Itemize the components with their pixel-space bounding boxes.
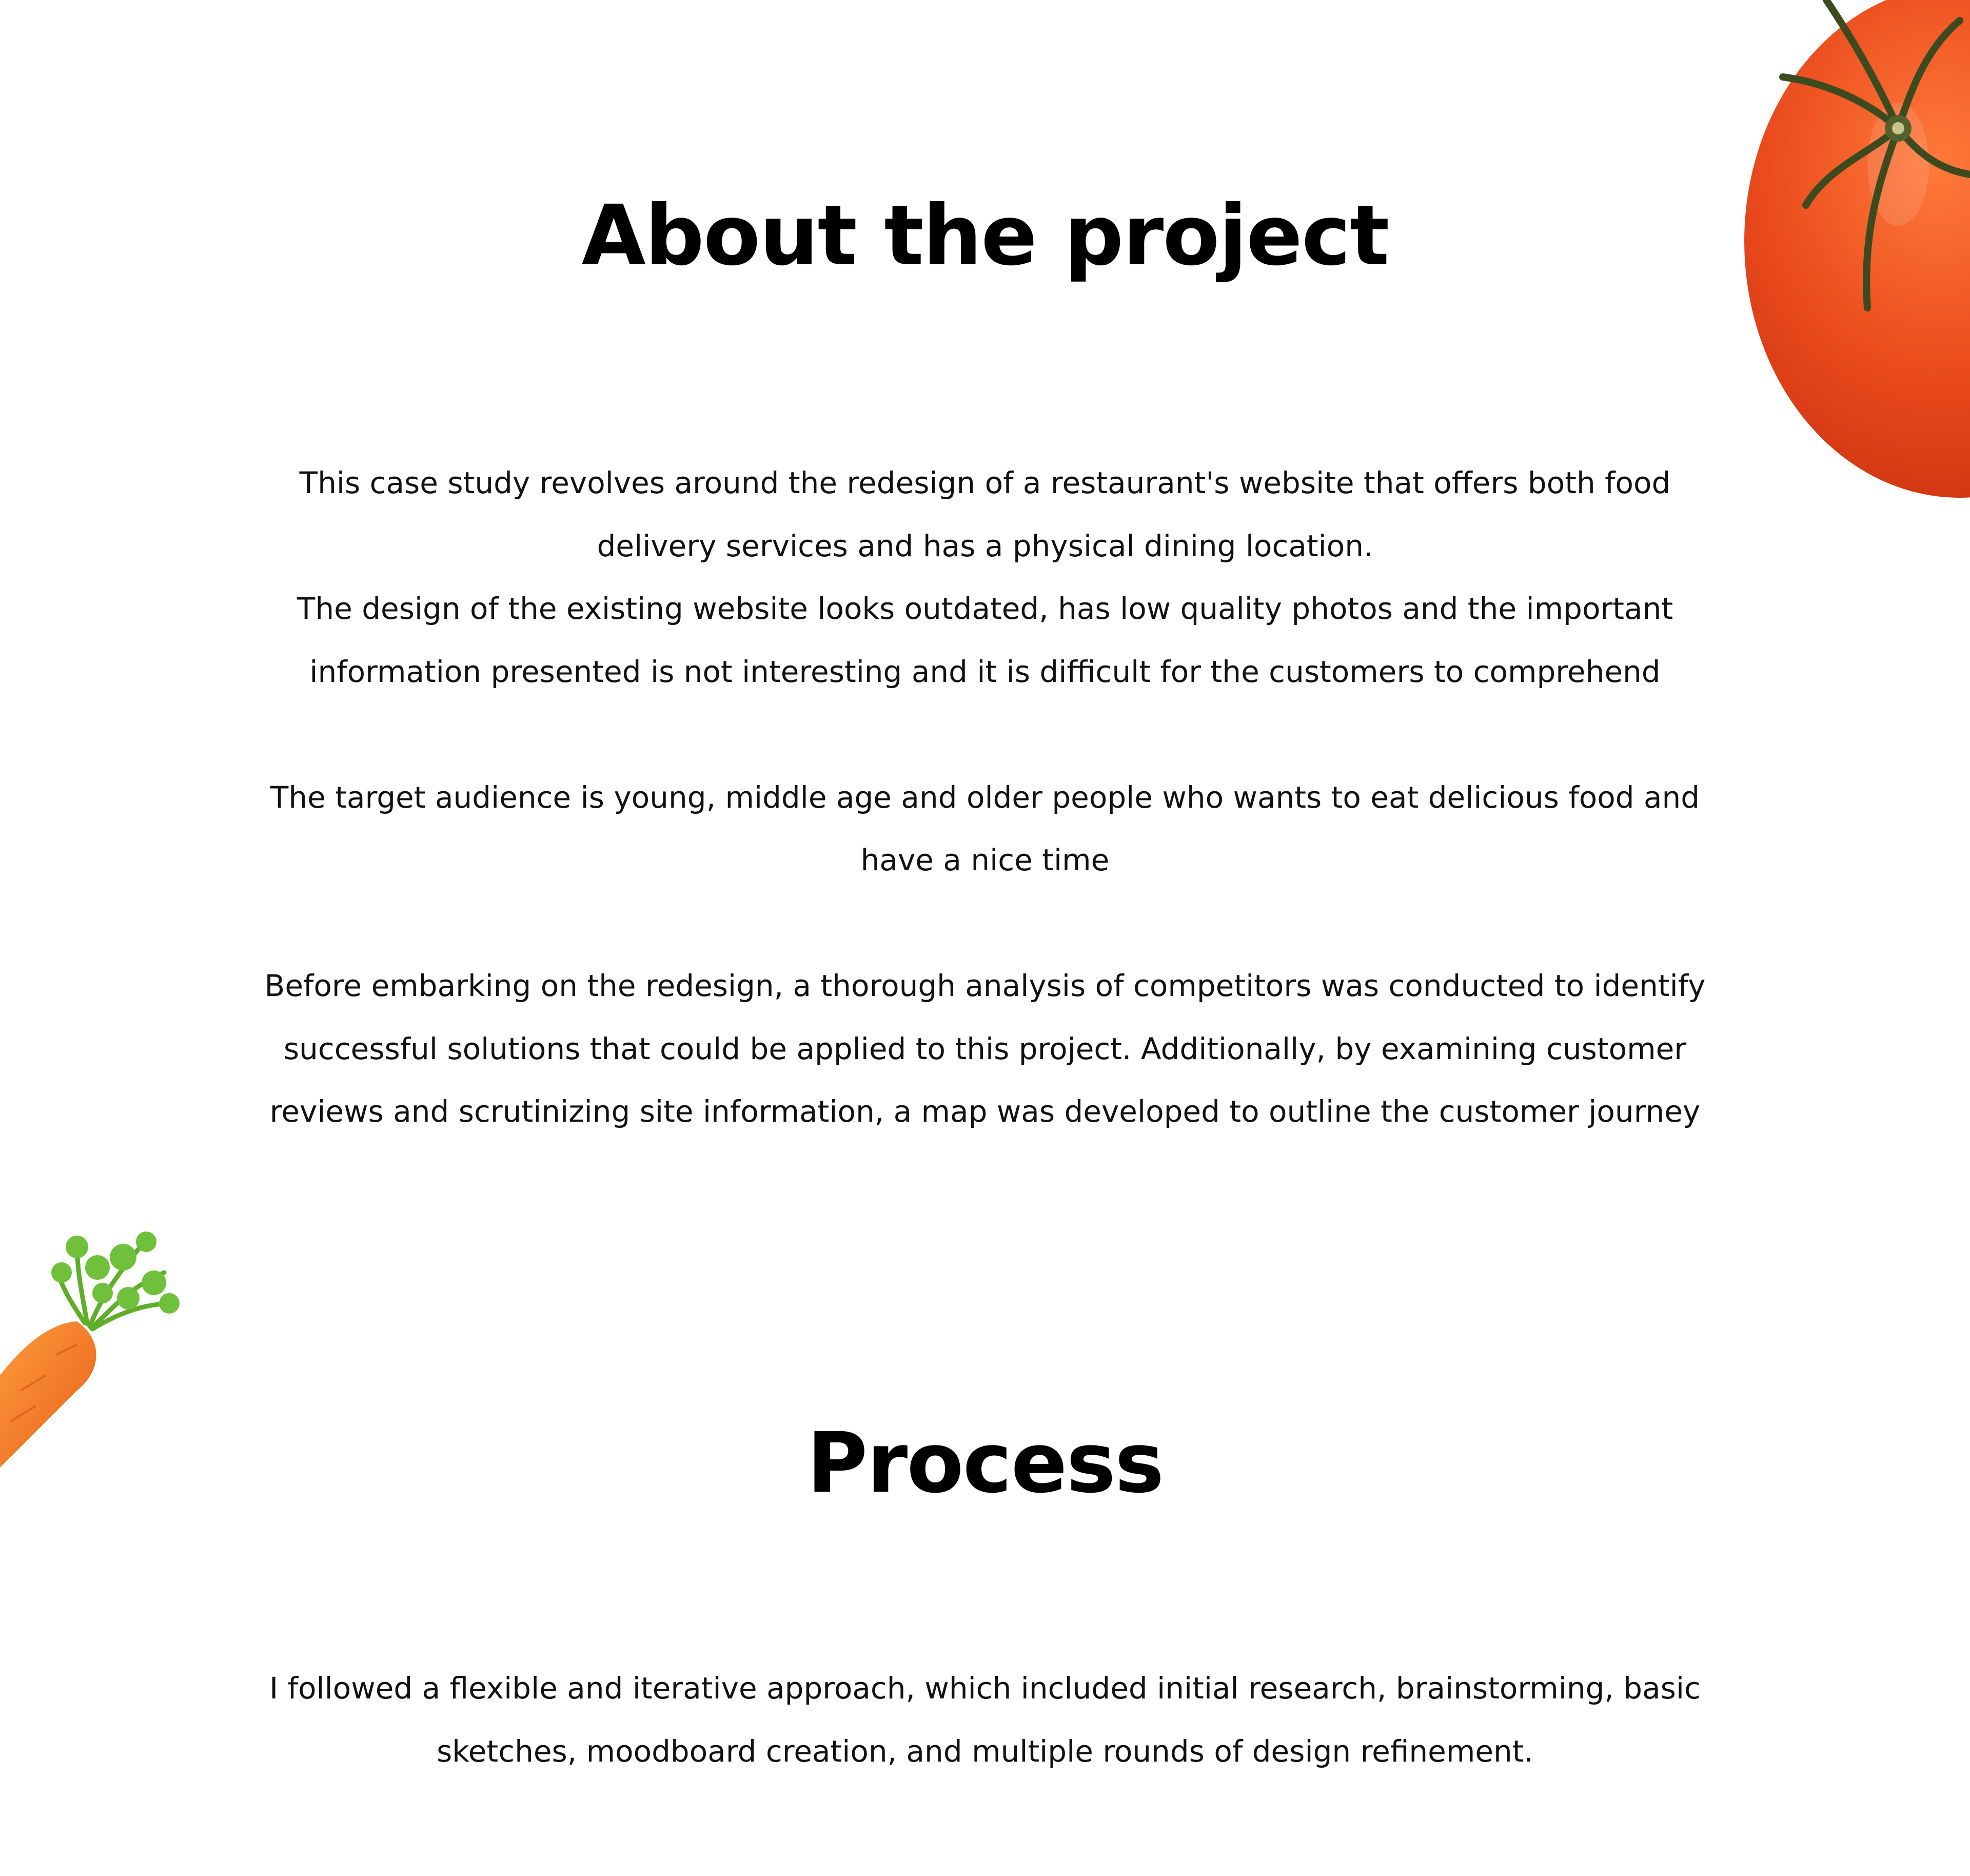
text-line: Before embarking on the redesign, a thorough analysis of competitors was conducted to identify <box>264 968 1706 1003</box>
text-line: I followed a flexible and iterative approach, which included initial research, brainstorming, basic <box>269 1671 1701 1706</box>
text-line: The target audience is young, middle age and older people who wants to eat delicious food and <box>270 779 1700 815</box>
process-title: Process <box>806 1415 1164 1512</box>
about-title: About the project <box>581 188 1389 284</box>
about-paragraphs <box>0 452 1970 1143</box>
text-line: delivery services and has a physical dining location. <box>597 528 1373 563</box>
text-line: sketches, moodboard creation, and multiple rounds of design refinement. <box>437 1733 1533 1769</box>
text-line: The design of the existing website looks outdated, has low quality photos and the important <box>297 591 1673 626</box>
text-line: successful solutions that could be applied to this project. Additionally, by examining customer <box>283 1031 1687 1066</box>
process-section <box>0 1412 1970 1783</box>
text-line: information presented is not interesting and it is difficult for the customers to comprehend <box>309 654 1661 689</box>
process-paragraphs <box>0 1657 1970 1783</box>
about-paragraph-1 <box>236 452 1734 703</box>
text-line: This case study revolves around the redesign of a restaurant's website that offers both food <box>299 465 1671 500</box>
text-line: have a nice time <box>860 843 1110 877</box>
about-paragraph-2 <box>236 766 1734 892</box>
process-paragraph-1 <box>236 1657 1734 1783</box>
about-paragraph-3 <box>236 954 1734 1143</box>
text-line: reviews and scrutinizing site information, a map was developed to outline the customer journey <box>269 1094 1701 1129</box>
about-section <box>0 185 1970 1143</box>
